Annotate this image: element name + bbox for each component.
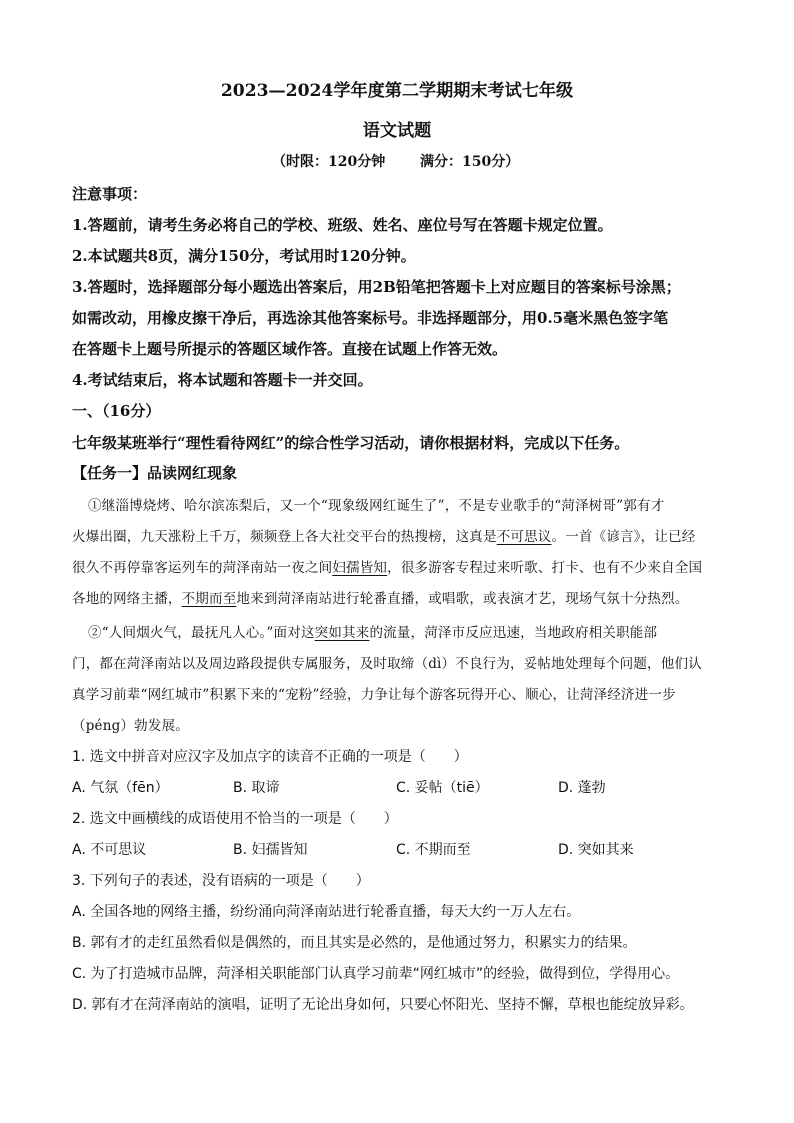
note-item: 如需改动，用橡皮擦干净后，再选涂其他答案标号。非选择题部分，用0.5毫米黑色签字笔 <box>72 309 669 327</box>
answer-option[interactable]: C. 为了打造城市品牌，菏泽相关职能部门认真学习前辈“网红城市”的经验，做得到位，学得用心。 <box>72 966 680 982</box>
answer-option[interactable]: C. 不期而至 <box>396 842 471 858</box>
subject-title: 语文试题 <box>362 121 432 141</box>
note-item: 4.考试结束后，将本试题和答题卡一并交回。 <box>72 371 373 389</box>
task-heading: 【任务一】品读网红现象 <box>72 464 238 482</box>
passage-line: 真学习前辈“网红城市”积累下来的“宠粉”经验，力争让每个游客玩得开心、顺心，让菏泽经济进一步 <box>72 687 676 703</box>
passage-line: 门，都在菏泽南站以及周边路段提供专属服务，及时取缔（dì）不良行为，妥帖地处理每个问题，他们认 <box>72 656 702 672</box>
answer-option[interactable]: B. 取谛 <box>233 780 280 796</box>
answer-option[interactable]: B. 妇孺皆知 <box>233 842 308 858</box>
answer-option[interactable]: A. 气氛（fēn） <box>72 780 169 796</box>
underlined-idiom: 突如其来 <box>314 625 370 641</box>
answer-option[interactable]: C. 妥帖（tiē） <box>396 780 489 796</box>
passage-line: （péng）勃发展。 <box>72 718 189 734</box>
passage-line: 很久不再停靠客运列车的菏泽南站一夜之间妇孺皆知，很多游客专程过来听歌、打卡、也有不少来自全国 <box>72 560 703 576</box>
answer-option[interactable]: D. 蓬勃 <box>558 780 606 796</box>
note-item: 2.本试题共8页，满分150分，考试用时120分钟。 <box>72 247 416 265</box>
passage-line: ②“人间烟火气，最抚凡人心。”面对这突如其来的流量，菏泽市反应迅速，当地政府相关职能部 <box>88 625 658 641</box>
passage-line: 火爆出圈，九天涨粉上千万，频频登上各大社交平台的热搜榜，这真是不可思议。一首《谚言》，让已经 <box>72 529 696 545</box>
section-heading: 一、（16分） <box>72 402 161 420</box>
passage-line: ①继淄博烧烤、哈尔滨冻梨后，又一个“现象级网红诞生了”，不是专业歌手的“菏泽树哥”郭有才 <box>88 498 665 514</box>
question-stem: 1. 选文中拼音对应汉字及加点字的读音不正确的一项是（ ） <box>72 749 468 765</box>
time-limit: （时限：120分钟 <box>272 154 386 170</box>
question-stem: 2. 选文中画横线的成语使用不恰当的一项是（ ） <box>72 811 398 827</box>
underlined-idiom: 不可思议 <box>496 529 552 545</box>
question-stem: 3. 下列句子的表述，没有语病的一项是（ ） <box>72 873 370 889</box>
note-item: 1.答题前，请考生务必将自己的学校、班级、姓名、座位号写在答题卡规定位置。 <box>72 216 613 234</box>
answer-option[interactable]: B. 郭有才的走红虽然看似是偶然的，而且其实是必然的，是他通过努力，积累实力的结果。 <box>72 935 637 951</box>
exam-title: 2023—2024学年度第二学期期末考试七年级 <box>220 81 574 101</box>
note-item: 3.答题时，选择题部分每小题选出答案后，用2B铅笔把答题卡上对应题目的答案标号涂黑； <box>72 278 681 296</box>
section-intro: 七年级某班举行“理性看待网红”的综合性学习活动，请你根据材料，完成以下任务。 <box>72 434 630 452</box>
underlined-idiom: 不期而至 <box>181 591 237 607</box>
answer-option[interactable]: D. 突如其来 <box>558 842 634 858</box>
full-score: 满分：150分） <box>420 154 520 170</box>
underlined-idiom: 妇孺皆知 <box>332 560 388 576</box>
note-item: 在答题卡上题号所提示的答题区域作答。直接在试题上作答无效。 <box>72 340 508 358</box>
answer-option[interactable]: D. 郭有才在菏泽南站的演唱，证明了无论出身如何，只要心怀阳光、坚持不懈，草根也能绽放异彩。 <box>72 997 694 1013</box>
answer-option[interactable]: A. 不可思议 <box>72 842 147 858</box>
notes-heading: 注意事项： <box>72 185 148 203</box>
answer-option[interactable]: A. 全国各地的网络主播，纷纷涌向菏泽南站进行轮番直播，每天大约一万人左右。 <box>72 904 581 920</box>
passage-line: 各地的网络主播，不期而至地来到菏泽南站进行轮番直播，或唱歌，或表演才艺，现场气氛十分热烈。 <box>72 591 689 607</box>
